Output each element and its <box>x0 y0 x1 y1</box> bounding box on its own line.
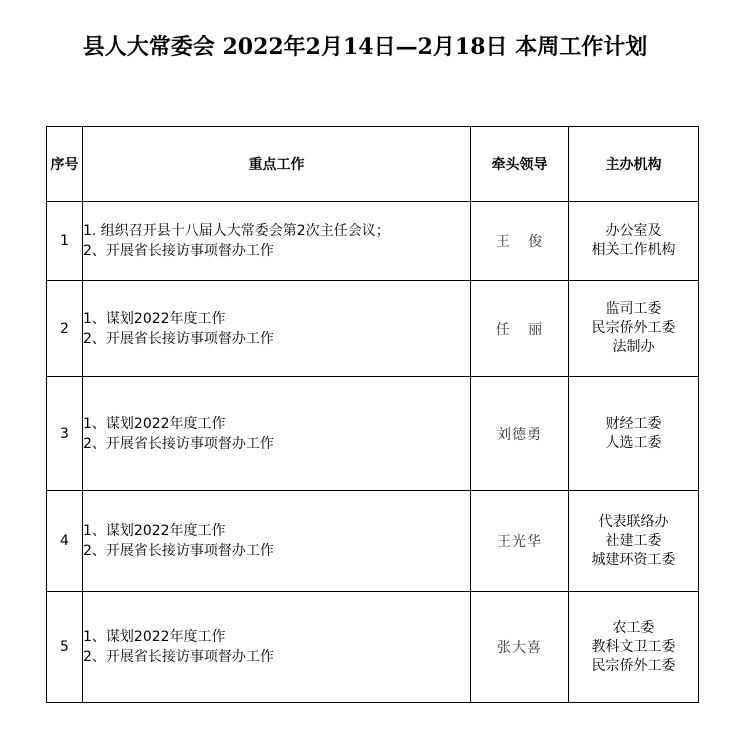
org-line: 法制办 <box>612 339 655 355</box>
row-no: 1 <box>47 202 83 281</box>
row-org <box>569 592 699 703</box>
row-org <box>569 491 699 592</box>
org-line: 民宗侨外工委 <box>591 657 676 674</box>
row-no: 2 <box>47 281 83 377</box>
work-plan-table <box>46 126 699 703</box>
org-line: 教科文卫工委 <box>591 638 676 655</box>
row-lead: 刘德勇 <box>471 377 569 491</box>
work-line: 2、开展省长接访事项督办工作 <box>83 435 274 452</box>
work-line: 1、谋划2022年度工作 <box>83 415 226 432</box>
row-lead: 张大喜 <box>471 592 569 703</box>
org-line: 农工委 <box>612 619 655 636</box>
table-row <box>47 377 699 491</box>
row-work <box>83 202 471 281</box>
org-line: 办公室及 <box>605 223 662 239</box>
table-header-row <box>47 127 699 202</box>
header-org: 主办机构 <box>569 127 699 202</box>
row-work <box>83 592 471 703</box>
work-line: 2、开展省长接访事项督办工作 <box>83 543 274 559</box>
table-row <box>47 202 699 281</box>
org-line: 财经工委 <box>605 415 662 432</box>
row-org <box>569 377 699 491</box>
work-line: 1、谋划2022年度工作 <box>83 523 226 539</box>
row-lead: 王 俊 <box>471 202 569 281</box>
row-lead: 王光华 <box>471 491 569 592</box>
row-no: 4 <box>47 491 83 592</box>
row-no: 3 <box>47 377 83 491</box>
row-org <box>569 281 699 377</box>
org-line: 民宗侨外工委 <box>591 320 676 336</box>
page-title: 县人大常委会 2022年2月14日—2月18日 本周工作计划 <box>82 34 648 60</box>
org-line: 代表联络办 <box>598 513 669 530</box>
row-work <box>83 377 471 491</box>
table-row <box>47 491 699 592</box>
org-line: 社建工委 <box>605 532 662 549</box>
row-work <box>83 491 471 592</box>
org-line: 相关工作机构 <box>591 242 676 258</box>
org-line: 人选工委 <box>605 434 662 451</box>
table-row <box>47 281 699 377</box>
work-line: 2、开展省长接访事项督办工作 <box>83 330 274 347</box>
header-lead: 牵头领导 <box>471 127 569 202</box>
header-work: 重点工作 <box>83 127 471 202</box>
work-line: 1、谋划2022年度工作 <box>83 310 226 327</box>
row-lead: 任 丽 <box>471 281 569 377</box>
table-row <box>47 592 699 703</box>
org-line: 城建环资工委 <box>591 551 676 568</box>
work-line: 2、开展省长接访事项督办工作 <box>83 649 274 665</box>
org-line: 监司工委 <box>605 301 662 317</box>
row-work <box>83 281 471 377</box>
work-line: 1. 组织召开县十八届人大常委会第2次主任会议； <box>83 223 390 239</box>
work-line: 2、开展省长接访事项督办工作 <box>83 243 274 259</box>
row-org <box>569 202 699 281</box>
work-line: 1、谋划2022年度工作 <box>83 629 226 645</box>
row-no: 5 <box>47 592 83 703</box>
header-no: 序号 <box>47 127 83 202</box>
